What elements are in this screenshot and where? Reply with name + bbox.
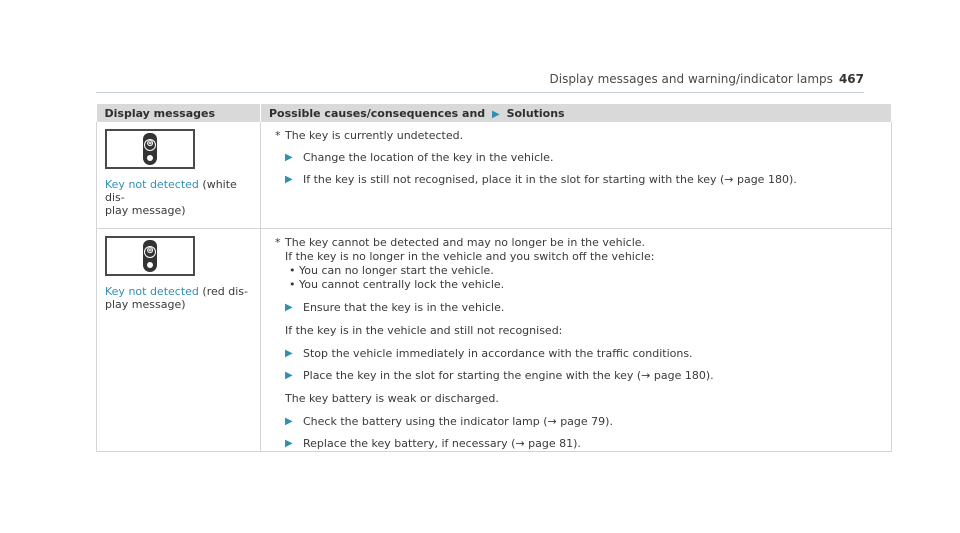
condition-text: The key battery is weak or discharged. [285,391,499,405]
key-fob-icon: ⊛ [105,129,195,169]
bullet-icon: • [289,277,296,291]
play-arrow-icon: ▶ [285,415,293,427]
play-arrow-icon: ▶ [285,369,293,381]
header-rule [96,92,864,93]
table-header-row [97,104,892,122]
display-message-cell [97,122,261,228]
message-note-continued: play message) [105,204,186,217]
asterisk-marker: * [275,129,281,142]
solution-text: Place the key in the slot for starting the engine with the key (→ page 180). [303,368,714,382]
running-title: Display messages and warning/indicator lamps [549,72,833,86]
solution-step [275,151,877,165]
play-arrow-icon: ▶ [285,152,293,163]
cause-solution-cell [261,228,892,451]
solution-text: Ensure that the key is in the vehicle. [303,300,505,314]
page-number: 467 [838,72,864,86]
column-header-display-messages: Display messages [97,104,261,122]
solution-step [275,347,877,361]
display-messages-table [96,104,892,452]
cause-solution-cell [261,122,892,228]
solution-text: Change the location of the key in the vehicle. [303,151,554,164]
play-arrow-icon: ▶ [492,108,500,120]
solution-step [275,173,877,187]
cause-text: The key is currently undetected. [285,129,464,142]
asterisk-marker: * [275,235,281,249]
cause-item [275,129,877,143]
play-arrow-icon: ▶ [285,437,293,449]
message-note-continued: play message) [105,297,186,311]
cause-detail: If the key is no longer in the vehicle and you switch off the vehicle: [285,249,655,263]
column-header-solutions: Solutions [506,106,565,120]
message-note: (red dis- [198,284,248,298]
play-arrow-icon: ▶ [285,174,293,185]
table-row [97,122,892,228]
solution-step [275,415,877,429]
column-header-causes-solutions [261,104,892,122]
list-item-text: You can no longer start the vehicle. [299,263,494,277]
solution-step [275,369,877,383]
list-item [275,278,877,292]
message-note: (white dis- [105,178,237,204]
column-header-causes: Possible causes/consequences and [269,106,486,120]
list-item-text: You cannot centrally lock the vehicle. [299,277,505,291]
solution-text: If the key is still not recognised, place it in the slot for starting with the key (→ page 180). [303,173,797,186]
cause-item [275,236,877,250]
message-name: Key not detected [105,178,199,191]
list-item [275,264,877,278]
key-fob-icon: ⊛ [105,236,195,276]
table-row [97,228,892,451]
display-message-text [105,285,252,298]
bullet-icon: • [289,263,296,277]
play-arrow-icon: ▶ [285,301,293,313]
message-name: Key not detected [105,284,199,298]
solution-step [275,437,877,451]
solution-text: Stop the vehicle immediately in accordance with the traffic conditions. [303,346,693,360]
solution-step [275,301,877,315]
solution-text: Replace the key battery, if necessary (→ page 81). [303,436,581,450]
play-arrow-icon: ▶ [285,347,293,359]
display-message-text [105,178,252,204]
display-message-cell [97,228,261,451]
cause-text: The key cannot be detected and may no longer be in the vehicle. [285,235,646,249]
running-header [550,72,864,86]
condition-text: If the key is in the vehicle and still not recognised: [285,323,563,337]
solution-text: Check the battery using the indicator lamp (→ page 79). [303,414,613,428]
